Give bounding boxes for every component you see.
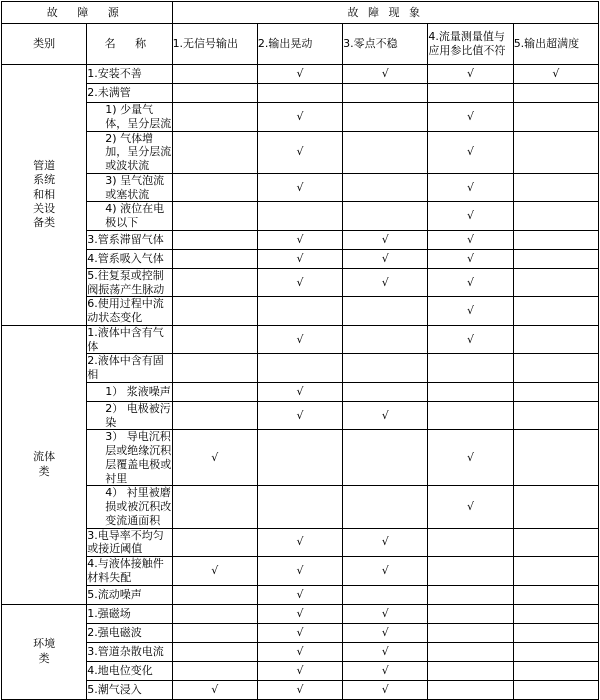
- mark-cell-checked: √: [343, 268, 428, 297]
- mark-cell-empty: [172, 268, 257, 297]
- mark-cell-empty: [172, 642, 257, 661]
- fault-source-name: 3） 导电沉积层或绝缘沉积层覆盖电极或衬里: [87, 430, 172, 486]
- mark-cell-empty: [428, 557, 513, 586]
- mark-cell-checked: √: [257, 623, 342, 642]
- mark-cell-checked: √: [172, 680, 257, 699]
- mark-cell-checked: √: [257, 557, 342, 586]
- fault-source-name: 1.强磁场: [87, 604, 172, 623]
- mark-cell-empty: [513, 325, 598, 354]
- table-row: [2, 430, 599, 486]
- mark-cell-empty: [428, 382, 513, 401]
- mark-cell-checked: √: [428, 131, 513, 173]
- mark-cell-checked: √: [257, 325, 342, 354]
- mark-cell-empty: [513, 585, 598, 604]
- mark-cell-empty: [172, 354, 257, 383]
- mark-cell-checked: √: [343, 661, 428, 680]
- mark-cell-empty: [513, 268, 598, 297]
- fault-source-name: 1) 少量气体，呈分层流: [87, 103, 172, 132]
- mark-cell-empty: [513, 173, 598, 202]
- fault-source-name: 4.与液体接触件材料失配: [87, 557, 172, 586]
- category-cell: [2, 604, 87, 699]
- mark-cell-empty: [428, 623, 513, 642]
- table-row: [2, 623, 599, 642]
- mark-cell-empty: [513, 401, 598, 430]
- mark-cell-empty: [343, 103, 428, 132]
- mark-cell-empty: [172, 65, 257, 84]
- mark-cell-empty: [172, 401, 257, 430]
- mark-cell-checked: √: [257, 65, 342, 84]
- category-label: 环境类: [33, 637, 56, 665]
- mark-cell-empty: [513, 642, 598, 661]
- table-row: [2, 65, 599, 84]
- mark-cell-checked: √: [513, 65, 598, 84]
- table-row: [2, 230, 599, 249]
- mark-cell-empty: [428, 528, 513, 557]
- mark-cell-empty: [343, 297, 428, 326]
- table-row: [2, 642, 599, 661]
- table-row: [2, 528, 599, 557]
- table-row: [2, 401, 599, 430]
- mark-cell-checked: √: [343, 604, 428, 623]
- mark-cell-checked: √: [257, 249, 342, 268]
- mark-cell-empty: [343, 382, 428, 401]
- mark-cell-empty: [172, 103, 257, 132]
- mark-cell-empty: [172, 297, 257, 326]
- mark-cell-checked: √: [428, 486, 513, 528]
- mark-cell-empty: [257, 430, 342, 486]
- mark-cell-checked: √: [428, 173, 513, 202]
- fault-diagnosis-table: [1, 1, 599, 700]
- mark-cell-checked: √: [257, 131, 342, 173]
- mark-cell-checked: √: [172, 430, 257, 486]
- mark-cell-checked: √: [257, 680, 342, 699]
- mark-cell-empty: [172, 84, 257, 103]
- mark-cell-empty: [428, 84, 513, 103]
- fault-source-name: 5.往复泵或控制阀振荡产生脉动: [87, 268, 172, 297]
- mark-cell-empty: [428, 354, 513, 383]
- mark-cell-empty: [513, 230, 598, 249]
- table-row: [2, 354, 599, 383]
- mark-cell-checked: √: [428, 230, 513, 249]
- header-col-no-signal: 1.无信号输出: [172, 24, 257, 65]
- mark-cell-checked: √: [257, 604, 342, 623]
- mark-cell-empty: [257, 202, 342, 231]
- mark-cell-empty: [172, 202, 257, 231]
- mark-cell-checked: √: [257, 382, 342, 401]
- category-label: 流体类: [33, 450, 56, 478]
- fault-source-name: 2） 电极被污染: [87, 401, 172, 430]
- mark-cell-empty: [343, 325, 428, 354]
- table-row: [2, 557, 599, 586]
- table-row: [2, 84, 599, 103]
- mark-cell-empty: [513, 297, 598, 326]
- mark-cell-empty: [513, 430, 598, 486]
- mark-cell-checked: √: [257, 642, 342, 661]
- mark-cell-checked: √: [343, 230, 428, 249]
- mark-cell-empty: [513, 486, 598, 528]
- mark-cell-checked: √: [257, 103, 342, 132]
- fault-source-name: 3.管系滞留气体: [87, 230, 172, 249]
- mark-cell-empty: [257, 84, 342, 103]
- mark-cell-empty: [172, 661, 257, 680]
- fault-source-name: 1.安装不善: [87, 65, 172, 84]
- fault-source-name: 5.潮气浸入: [87, 680, 172, 699]
- mark-cell-empty: [513, 680, 598, 699]
- mark-cell-empty: [428, 661, 513, 680]
- table-row: [2, 297, 599, 326]
- mark-cell-empty: [428, 585, 513, 604]
- mark-cell-empty: [172, 249, 257, 268]
- table-row: [2, 103, 599, 132]
- category-label: 管道系统和相关设备类: [33, 159, 56, 230]
- mark-cell-empty: [172, 585, 257, 604]
- fault-source-name: 3.电导率不均匀或接近阈值: [87, 528, 172, 557]
- mark-cell-empty: [343, 430, 428, 486]
- header-col-zero-unstable: 3.零点不稳: [343, 24, 428, 65]
- mark-cell-empty: [428, 680, 513, 699]
- mark-cell-empty: [172, 604, 257, 623]
- mark-cell-empty: [513, 557, 598, 586]
- mark-cell-empty: [172, 173, 257, 202]
- fault-source-name: 2) 气体增加，呈分层流或波状流: [87, 131, 172, 173]
- mark-cell-empty: [172, 486, 257, 528]
- table-row: [2, 604, 599, 623]
- mark-cell-checked: √: [172, 557, 257, 586]
- mark-cell-empty: [428, 401, 513, 430]
- table-row: [2, 173, 599, 202]
- mark-cell-checked: √: [343, 642, 428, 661]
- header-col-measurement-mismatch: 4.流量测量值与应用参比值不符: [428, 24, 513, 65]
- mark-cell-checked: √: [428, 103, 513, 132]
- mark-cell-empty: [343, 486, 428, 528]
- mark-cell-empty: [172, 623, 257, 642]
- fault-source-name: 6.使用过程中流动状态变化: [87, 297, 172, 326]
- mark-cell-empty: [513, 131, 598, 173]
- table-row: [2, 131, 599, 173]
- mark-cell-empty: [172, 325, 257, 354]
- mark-cell-empty: [343, 354, 428, 383]
- mark-cell-empty: [343, 173, 428, 202]
- table-header-group-row: [2, 2, 599, 24]
- mark-cell-checked: √: [428, 268, 513, 297]
- fault-source-name: 1.液体中含有气体: [87, 325, 172, 354]
- table-row: [2, 382, 599, 401]
- fault-source-name: 3.管道杂散电流: [87, 642, 172, 661]
- mark-cell-empty: [343, 131, 428, 173]
- fault-source-name: 1） 浆液噪声: [87, 382, 172, 401]
- mark-cell-checked: √: [343, 557, 428, 586]
- mark-cell-empty: [257, 354, 342, 383]
- header-col-output-fluctuation: 2.输出晃动: [257, 24, 342, 65]
- table-row: [2, 661, 599, 680]
- mark-cell-empty: [513, 661, 598, 680]
- mark-cell-empty: [343, 585, 428, 604]
- header-fault-source: 故 障 源: [2, 2, 173, 24]
- fault-source-name: 3) 呈气泡流或塞状流: [87, 173, 172, 202]
- mark-cell-empty: [513, 528, 598, 557]
- fault-source-name: 4.管系吸入气体: [87, 249, 172, 268]
- mark-cell-checked: √: [428, 249, 513, 268]
- mark-cell-checked: √: [343, 528, 428, 557]
- table-header-sub-row: [2, 24, 599, 65]
- mark-cell-checked: √: [343, 65, 428, 84]
- fault-source-name: 5.流动噪声: [87, 585, 172, 604]
- table-row: [2, 325, 599, 354]
- mark-cell-empty: [172, 382, 257, 401]
- mark-cell-checked: √: [343, 623, 428, 642]
- mark-cell-checked: √: [428, 65, 513, 84]
- table-row: [2, 249, 599, 268]
- mark-cell-checked: √: [428, 202, 513, 231]
- mark-cell-checked: √: [343, 249, 428, 268]
- mark-cell-empty: [513, 84, 598, 103]
- fault-source-name: 2.未满管: [87, 84, 172, 103]
- mark-cell-checked: √: [257, 401, 342, 430]
- mark-cell-empty: [257, 297, 342, 326]
- mark-cell-checked: √: [257, 173, 342, 202]
- mark-cell-empty: [172, 528, 257, 557]
- mark-cell-empty: [428, 642, 513, 661]
- mark-cell-checked: √: [428, 297, 513, 326]
- table-row: [2, 202, 599, 231]
- mark-cell-empty: [343, 202, 428, 231]
- mark-cell-checked: √: [257, 528, 342, 557]
- header-category: 类别: [2, 24, 87, 65]
- fault-source-name: 4） 衬里被磨损或被沉积改变流通面积: [87, 486, 172, 528]
- table-row: [2, 268, 599, 297]
- table-row: [2, 486, 599, 528]
- fault-source-name: 4) 液位在电极以下: [87, 202, 172, 231]
- mark-cell-checked: √: [343, 401, 428, 430]
- header-fault-phenomenon: 故 障 现 象: [172, 2, 598, 24]
- mark-cell-checked: √: [428, 325, 513, 354]
- category-cell: [2, 325, 87, 604]
- mark-cell-checked: √: [343, 680, 428, 699]
- category-cell: [2, 65, 87, 326]
- mark-cell-empty: [513, 354, 598, 383]
- document-page: [0, 1, 600, 696]
- fault-source-name: 2.强电磁波: [87, 623, 172, 642]
- mark-cell-empty: [513, 202, 598, 231]
- header-name: 名 称: [87, 24, 172, 65]
- fault-source-name: 4.地电位变化: [87, 661, 172, 680]
- mark-cell-checked: √: [257, 661, 342, 680]
- table-row: [2, 680, 599, 699]
- mark-cell-empty: [428, 604, 513, 623]
- mark-cell-empty: [513, 604, 598, 623]
- table-body: [2, 2, 599, 700]
- mark-cell-empty: [257, 486, 342, 528]
- mark-cell-empty: [172, 230, 257, 249]
- mark-cell-checked: √: [257, 230, 342, 249]
- mark-cell-empty: [343, 84, 428, 103]
- mark-cell-checked: √: [257, 585, 342, 604]
- mark-cell-checked: √: [257, 268, 342, 297]
- mark-cell-empty: [172, 131, 257, 173]
- mark-cell-checked: √: [428, 430, 513, 486]
- mark-cell-empty: [513, 382, 598, 401]
- mark-cell-empty: [513, 623, 598, 642]
- table-row: [2, 585, 599, 604]
- mark-cell-empty: [513, 249, 598, 268]
- mark-cell-empty: [513, 103, 598, 132]
- header-col-output-overrange: 5.输出超满度: [513, 24, 598, 65]
- fault-source-name: 2.液体中含有固相: [87, 354, 172, 383]
